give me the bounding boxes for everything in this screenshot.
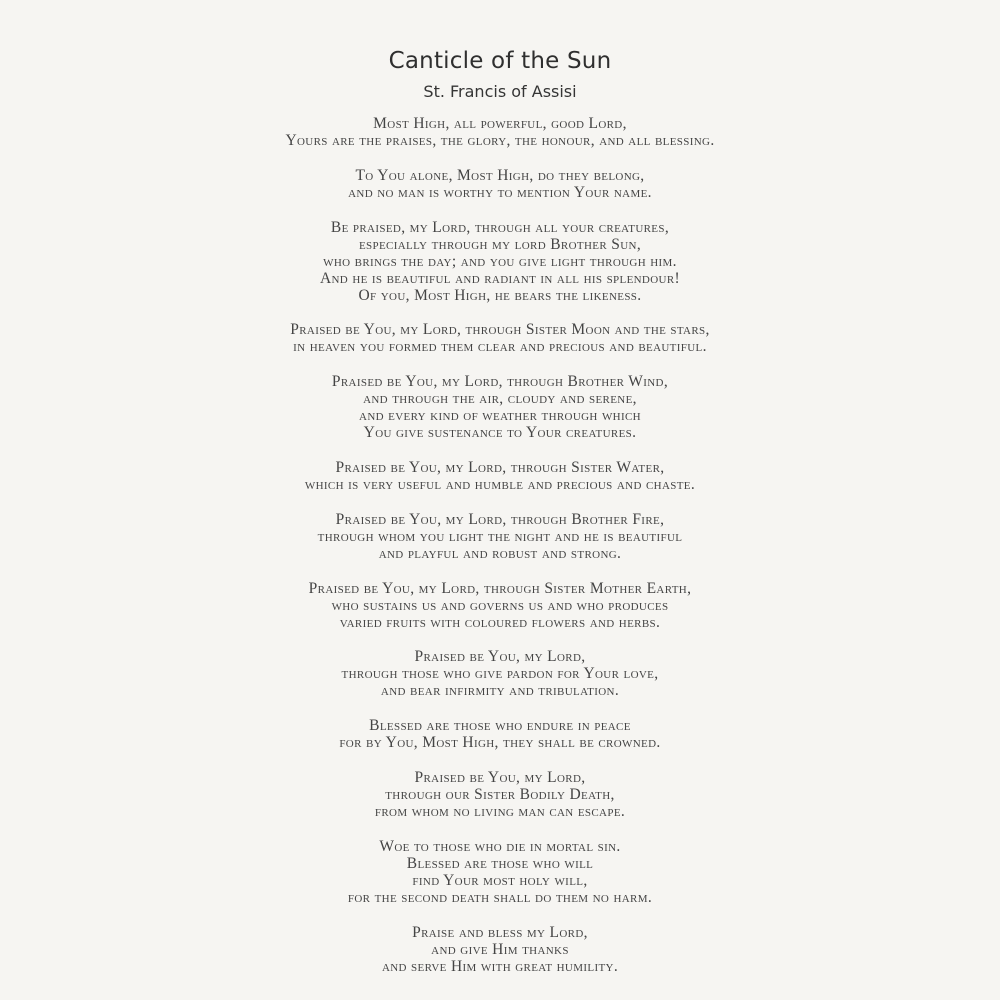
poem-line: find Your most holy will, (412, 871, 588, 889)
poem-line: through whom you light the night and he is beautiful (317, 527, 683, 545)
poem-line: from whom no living man can escape. (374, 802, 626, 820)
stanza (0, 648, 1000, 699)
stanza (0, 838, 1000, 906)
poem-line: Of you, Most High, he bears the likeness. (358, 286, 642, 304)
poem-line: and every kind of weather through which (359, 407, 641, 425)
poem-line: through our Sister Bodily Death, (385, 785, 615, 803)
poem-line: and bear infirmity and tribulation. (380, 682, 620, 700)
stanza (0, 459, 1000, 493)
poem-line: And he is beautiful and radiant in all his splendour! (319, 269, 681, 287)
poem-line: and playful and robust and strong. (378, 544, 622, 562)
poem-line: especially through my lord Brother Sun, (358, 235, 642, 253)
stanza (0, 580, 1000, 631)
stanza (0, 373, 1000, 441)
poem-line: Most High, all powerful, good Lord, (373, 115, 627, 132)
stanza (0, 511, 1000, 562)
stanza (0, 769, 1000, 820)
poem-line: in heaven you formed them clear and precious and beautiful. (293, 338, 707, 356)
poem-line: and through the air, cloudy and serene, (363, 390, 637, 408)
poem-line: Praise and bless my Lord, (412, 923, 588, 941)
stanza (0, 219, 1000, 304)
poem-line: which is very useful and humble and precious and chaste. (304, 475, 696, 493)
poem-line: You give sustenance to Your creatures. (363, 424, 637, 442)
poem-line: Praised be You, my Lord, through Sister Mother Earth, (308, 579, 692, 597)
stanza (0, 115, 1000, 149)
poem-line: Praised be You, my Lord, through Sister Water, (335, 458, 665, 476)
poem-line: for the second death shall do them no harm. (347, 888, 653, 906)
poem-body (0, 115, 1000, 992)
poem-line: Praised be You, my Lord, through Brother Wind, (331, 373, 669, 391)
poem-line: Praised be You, my Lord, (414, 648, 586, 666)
stanza (0, 924, 1000, 975)
stanza (0, 321, 1000, 355)
poem-line: who sustains us and governs us and who produces (331, 596, 669, 614)
poem-line: for by You, Most High, they shall be crowned. (339, 734, 661, 752)
poem-line: varied fruits with coloured flowers and herbs. (339, 613, 661, 631)
poem-line: Praised be You, my Lord, through Sister Moon and the stars, (290, 321, 710, 339)
poem-line: Woe to those who die in mortal sin. (379, 837, 621, 855)
poem-line: and no man is worthy to mention Your name. (348, 183, 652, 201)
poem-line: Yours are the praises, the glory, the honour, and all blessing. (285, 132, 715, 149)
stanza (0, 717, 1000, 751)
poem-line: Blessed are those who will (406, 854, 594, 872)
poem-line: Blessed are those who endure in peace (369, 717, 631, 735)
poem-line: through those who give pardon for Your love, (341, 665, 659, 683)
author-subtitle: St. Francis of Assisi (423, 82, 577, 101)
page-title: Canticle of the Sun (388, 48, 612, 74)
poem-line: and give Him thanks (431, 940, 569, 958)
poem-line: Praised be You, my Lord, through Brother Fire, (335, 510, 665, 528)
stanza (0, 167, 1000, 201)
poem-line: To You alone, Most High, do they belong, (355, 166, 645, 184)
poem-line: and serve Him with great humility. (381, 957, 619, 975)
poem-line: who brings the day; and you give light through him. (323, 252, 677, 270)
poem-line: Praised be You, my Lord, (414, 768, 586, 786)
poem-line: Be praised, my Lord, through all your creatures, (330, 218, 670, 236)
